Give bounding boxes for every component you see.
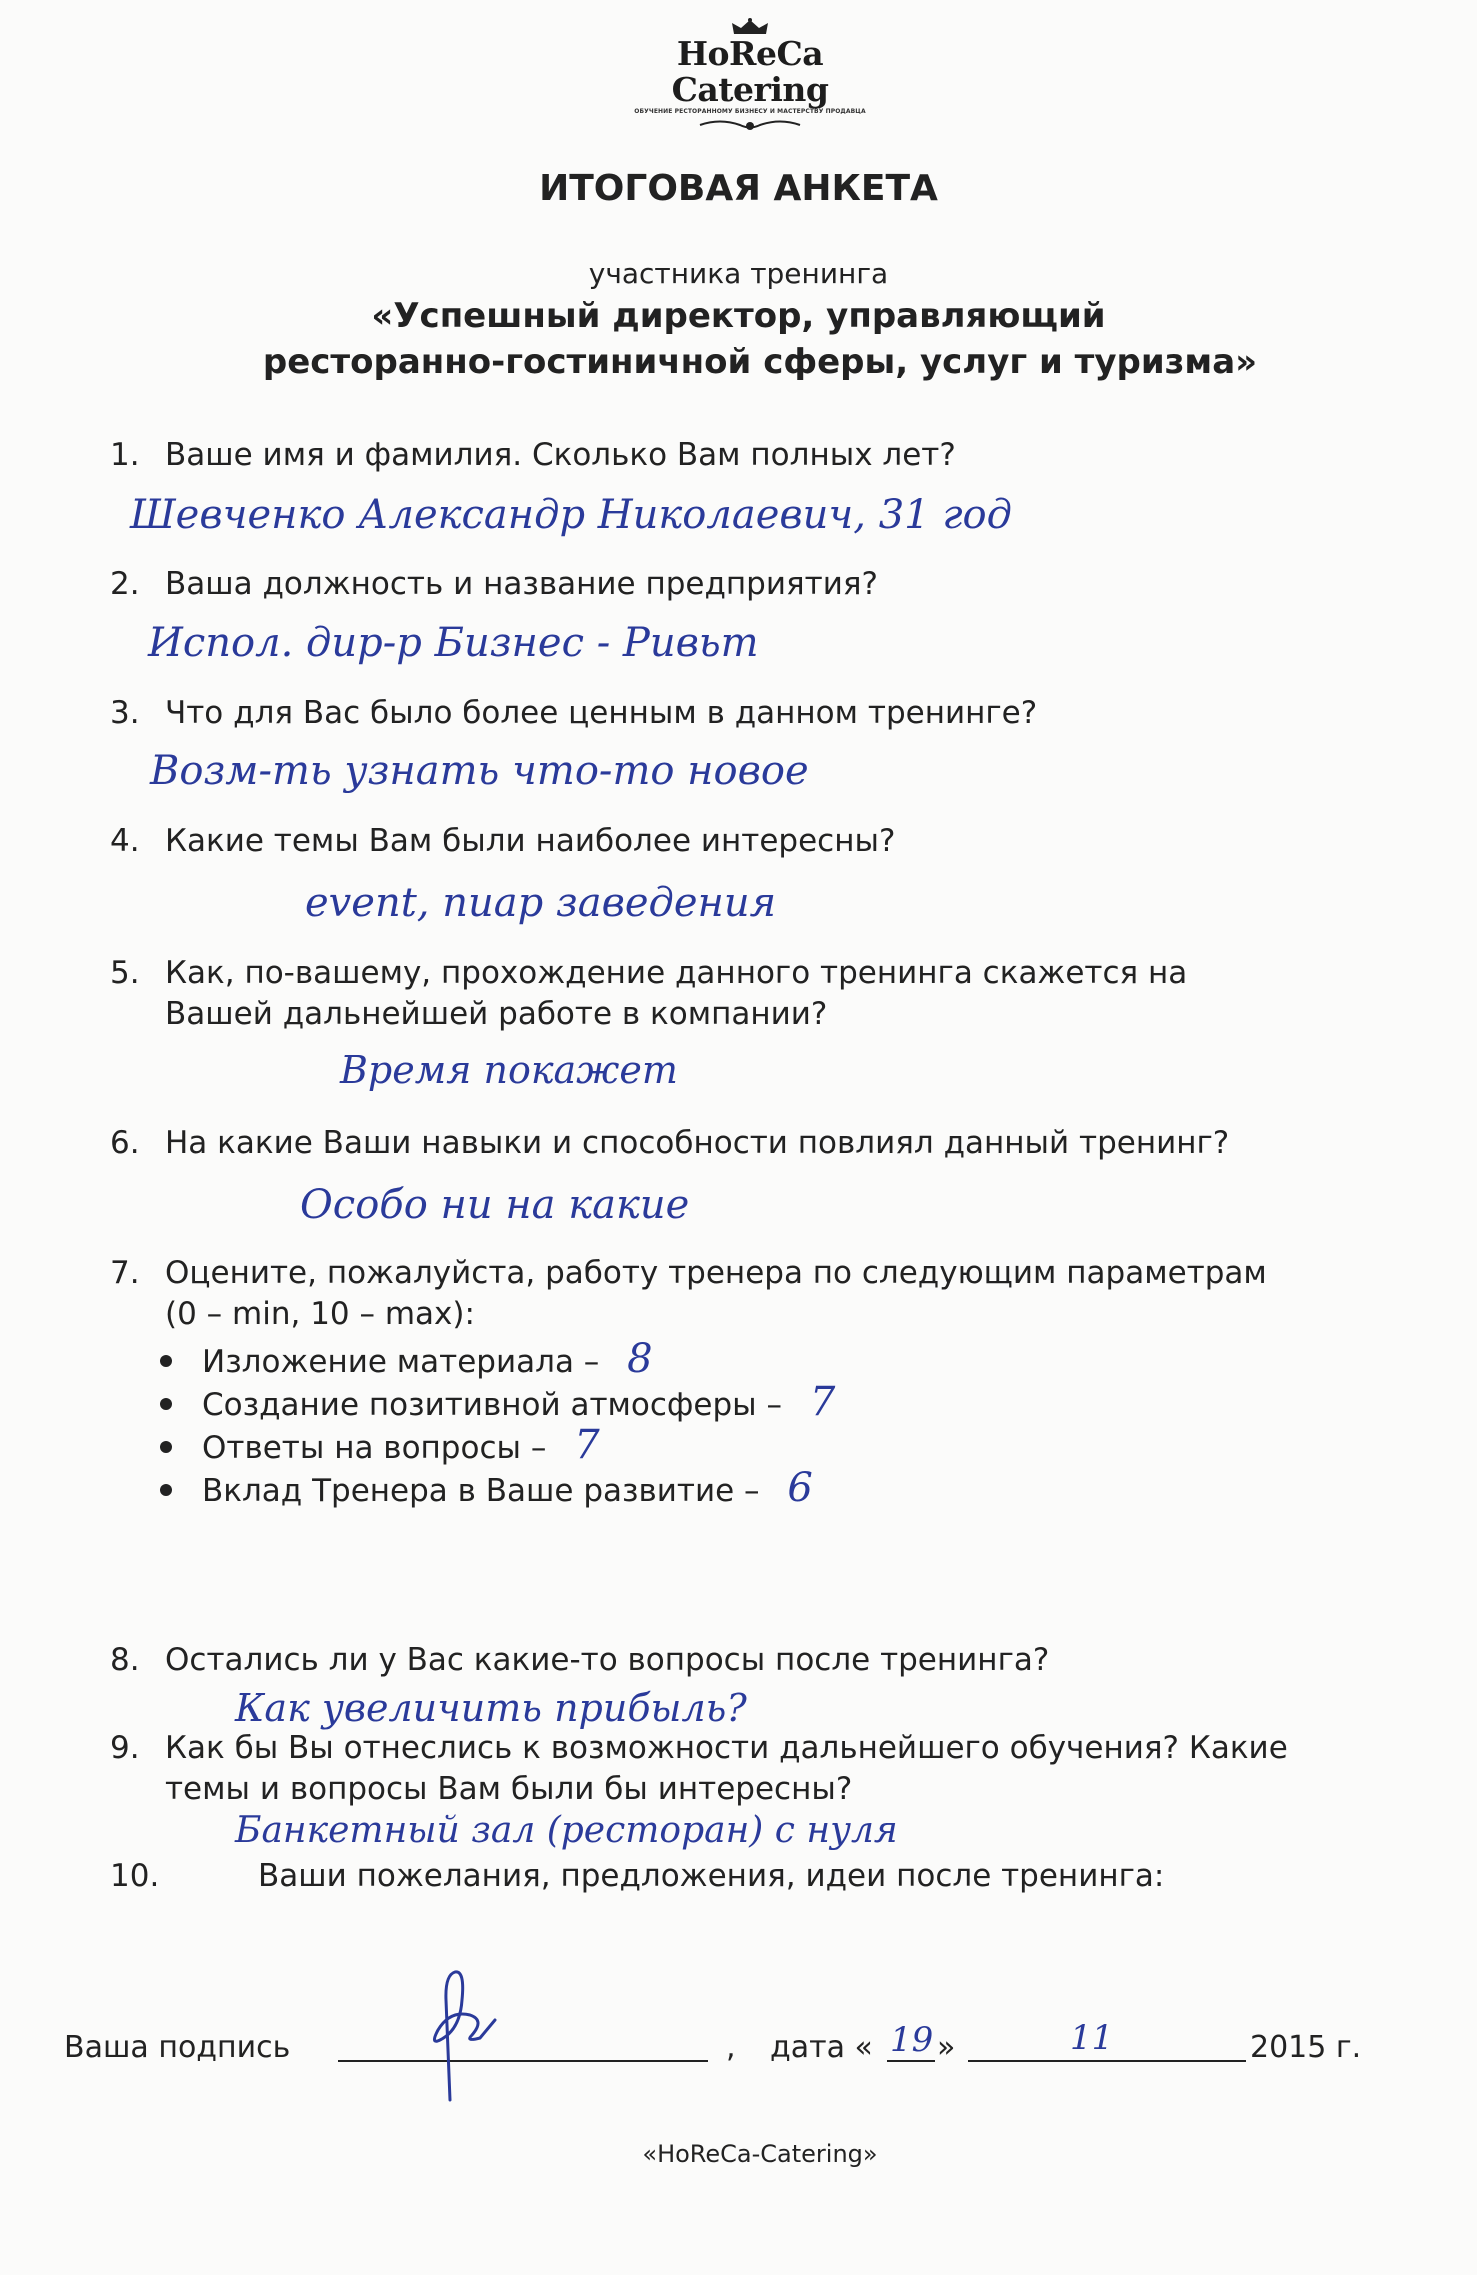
question-number: 2. bbox=[110, 566, 140, 602]
rating-item bbox=[160, 1379, 836, 1425]
ornament-icon bbox=[695, 118, 805, 132]
rating-label: Создание позитивной атмосферы – bbox=[202, 1387, 782, 1423]
answer-5: Время покажет bbox=[340, 1048, 678, 1092]
rating-label: Изложение материала – bbox=[202, 1344, 600, 1380]
question-text: Что для Вас было более ценным в данном тренинге? bbox=[165, 695, 1038, 731]
rating-score: 6 bbox=[787, 1465, 813, 1511]
question-10: Ваши пожелания, предложения, идеи после тренинга: bbox=[258, 1858, 1165, 1894]
question-5-cont: Вашей дальнейшей работе в компании? bbox=[165, 996, 828, 1032]
date-day: 19 bbox=[890, 2020, 934, 2060]
bullet-icon bbox=[160, 1398, 172, 1410]
question-5 bbox=[110, 953, 1187, 993]
signature-label: Ваша подпись bbox=[64, 2030, 291, 2065]
question-7-cont: (0 – min, 10 – max): bbox=[165, 1296, 475, 1332]
answer-8: Как увеличить прибыль? bbox=[235, 1686, 747, 1730]
rating-item bbox=[160, 1336, 653, 1382]
question-number: 5. bbox=[110, 955, 140, 991]
answer-3: Возм-ть узнать что-то новое bbox=[150, 748, 809, 794]
question-number: 3. bbox=[110, 695, 140, 731]
question-number: 1. bbox=[110, 437, 140, 473]
rating-label: Ответы на вопросы – bbox=[202, 1430, 547, 1466]
question-2 bbox=[110, 564, 878, 604]
rating-score: 7 bbox=[809, 1379, 836, 1425]
course-title-line2: ресторанно-гостиничной сферы, услуг и туризма» bbox=[262, 342, 1258, 382]
question-7 bbox=[110, 1253, 1267, 1293]
logo bbox=[620, 18, 880, 113]
page-title: ИТОГОВАЯ АНКЕТА bbox=[539, 168, 938, 209]
answer-9: Банкетный зал (ресторан) с нуля bbox=[235, 1810, 898, 1851]
signature-line bbox=[338, 2060, 708, 2062]
question-text: Остались ли у Вас какие-то вопросы после тренинга? bbox=[165, 1642, 1050, 1678]
rating-score: 8 bbox=[627, 1336, 653, 1382]
course-title-line1: «Успешный директор, управляющий bbox=[371, 296, 1106, 336]
question-8 bbox=[110, 1640, 1049, 1680]
date-month: 11 bbox=[1070, 2018, 1114, 2058]
rating-label: Вклад Тренера в Ваше развитие – bbox=[202, 1473, 760, 1509]
question-number: 4. bbox=[110, 823, 140, 859]
question-3 bbox=[110, 693, 1037, 733]
question-text: Ваше имя и фамилия. Сколько Вам полных лет? bbox=[165, 437, 956, 473]
logo-name: HoReCa Catering bbox=[671, 34, 829, 109]
date-year: 2015 г. bbox=[1250, 2030, 1362, 2065]
answer-6: Особо ни на какие bbox=[300, 1182, 690, 1228]
question-number: 8. bbox=[110, 1642, 140, 1678]
month-line bbox=[968, 2060, 1246, 2062]
question-1 bbox=[110, 435, 956, 475]
question-9-cont: темы и вопросы Вам были бы интересны? bbox=[165, 1771, 853, 1807]
question-text: Какие темы Вам были наиболее интересны? bbox=[165, 823, 896, 859]
answer-2: Испол. дир-р Бизнес - Ривьт bbox=[148, 620, 759, 666]
question-text: На какие Ваши навыки и способности повлиял данный тренинг? bbox=[165, 1125, 1230, 1161]
rating-item bbox=[160, 1422, 600, 1468]
signature-mark bbox=[410, 1960, 500, 2110]
question-text: Как, по-вашему, прохождение данного тренинга скажется на bbox=[165, 955, 1188, 991]
question-4 bbox=[110, 821, 895, 861]
question-number: 6. bbox=[110, 1125, 140, 1161]
question-10-number: 10. bbox=[110, 1858, 160, 1894]
day-line bbox=[887, 2060, 935, 2062]
question-text: Ваша должность и название предприятия? bbox=[165, 566, 878, 602]
answer-4: event, пиар заведения bbox=[305, 880, 777, 926]
bullet-icon bbox=[160, 1484, 172, 1496]
question-text: Оцените, пожалуйста, работу тренера по следующим параметрам bbox=[165, 1255, 1267, 1291]
question-number: 7. bbox=[110, 1255, 140, 1291]
answer-1: Шевченко Александр Николаевич, 31 год bbox=[130, 492, 1012, 538]
question-text: Как бы Вы отнеслись к возможности дальнейшего обучения? Какие bbox=[165, 1730, 1288, 1766]
date-close-quote: » bbox=[937, 2030, 956, 2065]
question-6 bbox=[110, 1123, 1229, 1163]
footer-text: «HoReCa-Catering» bbox=[642, 2140, 878, 2168]
rating-score: 7 bbox=[574, 1422, 600, 1468]
rating-item bbox=[160, 1465, 813, 1511]
question-9 bbox=[110, 1728, 1288, 1768]
signature-comma: , bbox=[726, 2030, 736, 2065]
bullet-icon bbox=[160, 1355, 172, 1367]
bullet-icon bbox=[160, 1441, 172, 1453]
question-number: 9. bbox=[110, 1730, 140, 1766]
logo-tagline: ОБУЧЕНИЕ РЕСТОРАННОМУ БИЗНЕСУ И МАСТЕРСТВУ ПРОДАВЦА bbox=[634, 108, 866, 115]
page-subtitle: участника тренинга bbox=[588, 257, 889, 290]
date-label: дата « bbox=[770, 2030, 873, 2065]
